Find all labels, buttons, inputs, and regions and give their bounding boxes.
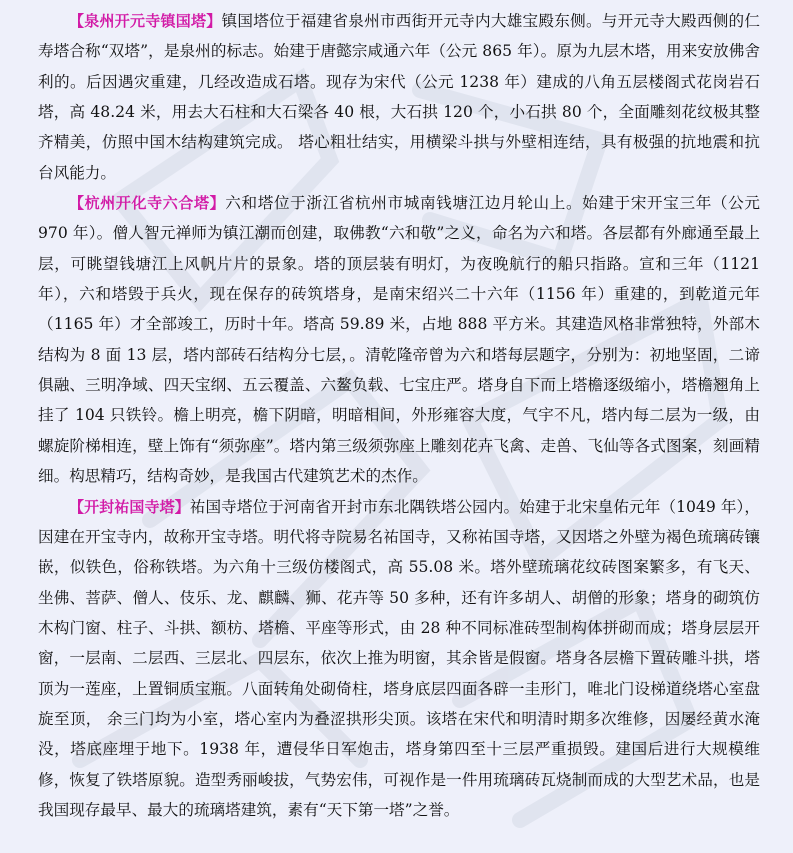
section-text: 镇国塔位于福建省泉州市西街开元寺内大雄宝殿东侧。与开元寺大殿西侧的仁寿塔合称“双塔”，是泉州的标志。始建于唐懿宗咸通六年（公元 865 年）。原为九层木塔，用来安放佛舍利的。后因遇灾重建，几经改造成石塔。现存为宋代（公元 1238 年）建成的八角五层楼阁式花岗岩石塔，高 48.24 米，用去大石柱和大石梁各 40 根，大石拱 120 个，小石拱 80 个，全面雕刻花纹极其整齐精美，仿照中国木结构建筑完成。 塔心粗壮结实，用横梁斗拱与外壁相连结，具有极强的抗地震和抗台风能力。 — [38, 12, 760, 182]
section-title: 【泉州开元寺镇国塔】 — [69, 12, 222, 30]
section-quanzhou — [38, 6, 760, 188]
article-body — [38, 6, 760, 825]
section-text: 祐国寺塔位于河南省开封市东北隅铁塔公园内。始建于北宋皇佑元年（1049 年），因建在开宝寺内，故称开宝寺塔。明代将寺院易名祐国寺，又称祐国寺塔，又因塔之外壁为褐色琉璃砖镶嵌，似铁色，俗称铁塔。为六角十三级仿楼阁式，高 55.08 米。塔外壁琉璃花纹砖图案繁多，有飞天、坐佛、菩萨、僧人、伎乐、龙、麒麟、狮、花卉等 50 多种，还有许多胡人、胡僧的形象；塔身的砌筑仿木构门窗、柱子、斗拱、额枋、塔檐、平座等形式，由 28 种不同标准砖型制构体拼砌而成；塔身层层开窗，一层南、二层西、三层北、四层东，依次上推为明窗，其余皆是假窗。塔身各层檐下置砖雕斗拱，塔顶为一莲座，上置铜质宝瓶。八面转角处砌倚柱，塔身底层四面各辟一圭形门，唯北门设梯道绕塔心室盘旋至顶， 余三门均为小室，塔心室内为叠涩拱形尖顶。该塔在宋代和明清时期多次维修，因屡经黄水淹没，塔底座埋于地下。1938 年，遭侵华日军炮击，塔身第四至十三层严重损毁。建国后进行大规模维修，恢复了铁塔原貌。造型秀丽峻拔，气势宏伟，可视作是一件用琉璃砖瓦烧制而成的大型艺术品，也是我国现存最早、最大的琉璃塔建筑，素有“天下第一塔”之誉。 — [38, 497, 760, 819]
section-title: 【杭州开化寺六合塔】 — [69, 194, 226, 213]
section-text: 六和塔位于浙江省杭州市城南钱塘江边月轮山上。始建于宋开宝三年（公元 970 年）。僧人智元禅师为镇江潮而创建，取佛教“六和敬”之义，命名为六和塔。各层都有外廊通至最上层，可眺望钱塘江上风帆片片的景象。塔的顶层装有明灯，为夜晚航行的船只指路。宣和三年（1121 年），六和塔毁于兵火，现在保存的砖筑塔身，是南宋绍兴二十六年（1156 年）重建的，到乾道元年（1165 年）才全部竣工，历时十年。塔高 59.89 米，占地 888 平方米。其建造风格非常独特，外部木结构为 8 面 13 层，塔内部砖石结构分七层，。清乾隆帝曾为六和塔每层题字，分别为：初地坚固，二谛俱融、三明净域、四天宝纲、五云覆盖、六鳌负载、七宝庄严。塔身自下而上塔檐逐级缩小，塔檐翘角上挂了 104 只铁铃。檐上明亮，檐下阴暗，明暗相间，外形雍容大度，气宇不凡，塔内每二层为一级，由螺旋阶梯相连，壁上饰有“须弥座”。塔内第三级须弥座上雕刻花卉飞禽、走兽、飞仙等各式图案，刻画精细。构思精巧，结构奇妙，是我国古代建筑艺术的杰作。 — [38, 194, 760, 486]
section-hangzhou — [38, 188, 760, 491]
section-kaifeng — [38, 492, 760, 826]
section-title: 【开封祐国寺塔】 — [69, 497, 190, 516]
